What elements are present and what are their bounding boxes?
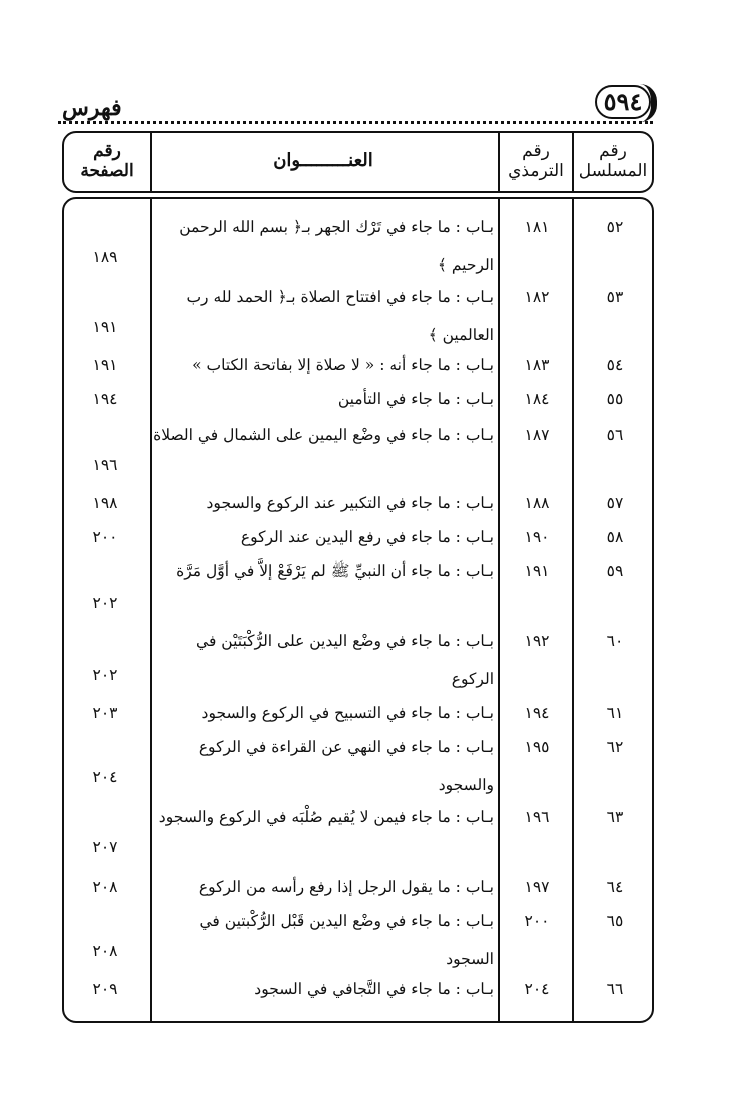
serial-cell: ٦٣ [606, 808, 624, 826]
column-divider [572, 199, 574, 1021]
page-cell: ٢٠٠ [92, 528, 118, 546]
page-cell: ١٩١ [92, 318, 118, 336]
title-cell: بـاب : ما جاء في التكبير عند الركوع والسجود [206, 494, 494, 512]
title-cell: بـاب : ما جاء في رفع اليدين عند الركوع [240, 528, 494, 546]
page-cell: ٢٠٨ [92, 942, 118, 960]
title-cell: بـاب : ما جاء في وضْع اليدين على الرُّكْبَتَيْن في الركوع [196, 632, 494, 688]
table-header [62, 131, 654, 193]
tirmidhi-cell: ١٨٧ [524, 426, 550, 444]
tirmidhi-cell: ١٩٥ [524, 738, 550, 756]
title-cell: بـاب : ما يقول الرجل إذا رفع رأسه من الركوع [198, 878, 494, 896]
page-cell: ١٨٩ [92, 248, 118, 266]
title-cell: بـاب : ما جاء في التَّجافي في السجود [254, 980, 494, 998]
title-cell: بـاب : ما جاء في التسبيح في الركوع والسجود [201, 704, 494, 722]
running-title: فهرس [62, 95, 122, 121]
column-divider [498, 199, 500, 1021]
serial-cell: ٥٩ [606, 562, 624, 580]
serial-cell: ٥٧ [606, 494, 624, 512]
tirmidhi-cell: ١٨١ [524, 218, 550, 236]
tirmidhi-cell: ١٨٢ [524, 288, 550, 306]
serial-cell: ٥٦ [606, 426, 624, 444]
title-cell: بـاب : ما جاء في افتتاح الصلاة بـ﴿ الحمد لله رب العالمين ﴾ [186, 288, 494, 344]
serial-cell: ٥٨ [606, 528, 624, 546]
serial-cell: ٦٤ [606, 878, 624, 896]
tirmidhi-cell: ١٩٢ [524, 632, 550, 650]
serial-cell: ٦٥ [606, 912, 624, 930]
page-cell: ٢٠٨ [92, 878, 118, 896]
title-cell: بـاب : ما جاء في النهي عن القراءة في الركوع والسجود [198, 738, 494, 794]
tirmidhi-cell: ١٩٧ [524, 878, 550, 896]
column-header-title: العنـــــــــوان [273, 150, 373, 171]
tirmidhi-cell: ١٩٦ [524, 808, 550, 826]
serial-cell: ٥٥ [606, 390, 624, 408]
tirmidhi-cell: ١٨٣ [524, 356, 550, 374]
page-cell: ٢٠٢ [92, 594, 118, 612]
serial-cell: ٥٢ [606, 218, 624, 236]
title-cell: بـاب : ما جاء أن النبيِّ ﷺ لم يَرْفَعْ إلاَّ في أوَّل مَرَّة [176, 562, 494, 580]
tirmidhi-cell: ١٨٨ [524, 494, 550, 512]
serial-cell: ٦٢ [606, 738, 624, 756]
column-header-serial: رقم المسلسل [578, 141, 648, 181]
tirmidhi-cell: ١٨٤ [524, 390, 550, 408]
title-cell: بـاب : ما جاء أنه : « لا صلاة إلا بفاتحة الكتاب » [192, 356, 494, 374]
page-cell: ٢٠٧ [92, 838, 118, 856]
serial-cell: ٦٠ [606, 632, 624, 650]
tirmidhi-cell: ٢٠٠ [524, 912, 550, 930]
page-cell: ١٩٨ [92, 494, 118, 512]
title-cell: بـاب : ما جاء في وضْع اليدين قَبْل الرُّكْبتين في السجود [199, 912, 494, 968]
header-divider [58, 121, 653, 124]
page-number: ٥٩٤ [595, 85, 651, 119]
serial-cell: ٦١ [606, 704, 624, 722]
page-cell: ٢٠٢ [92, 666, 118, 684]
page-cell: ١٩١ [92, 356, 118, 374]
page-cell: ١٩٤ [92, 390, 118, 408]
serial-cell: ٥٤ [606, 356, 624, 374]
tirmidhi-cell: ٢٠٤ [524, 980, 550, 998]
column-header-page: رقم الصفحة [80, 141, 134, 181]
column-header-tirmidhi: رقم الترمذي [508, 141, 564, 181]
title-cell: بـاب : ما جاء في تَرْك الجهر بـ﴿ بسم الله الرحمن الرحيم ﴾ [179, 218, 494, 274]
page-cell: ٢٠٣ [92, 704, 118, 722]
title-cell: بـاب : ما جاء فيمن لا يُقيم صُلْبَه في الركوع والسجود [158, 808, 494, 826]
serial-cell: ٥٣ [606, 288, 624, 306]
title-cell: بـاب : ما جاء في التأمين [337, 390, 494, 408]
page-cell: ٢٠٩ [92, 980, 118, 998]
title-cell: بـاب : ما جاء في وضْع اليمين على الشمال في الصلاة [153, 426, 494, 444]
page-cell: ١٩٦ [92, 456, 118, 474]
serial-cell: ٦٦ [606, 980, 624, 998]
tirmidhi-cell: ١٩٠ [524, 528, 550, 546]
tirmidhi-cell: ١٩١ [524, 562, 550, 580]
tirmidhi-cell: ١٩٤ [524, 704, 550, 722]
page-cell: ٢٠٤ [92, 768, 118, 786]
